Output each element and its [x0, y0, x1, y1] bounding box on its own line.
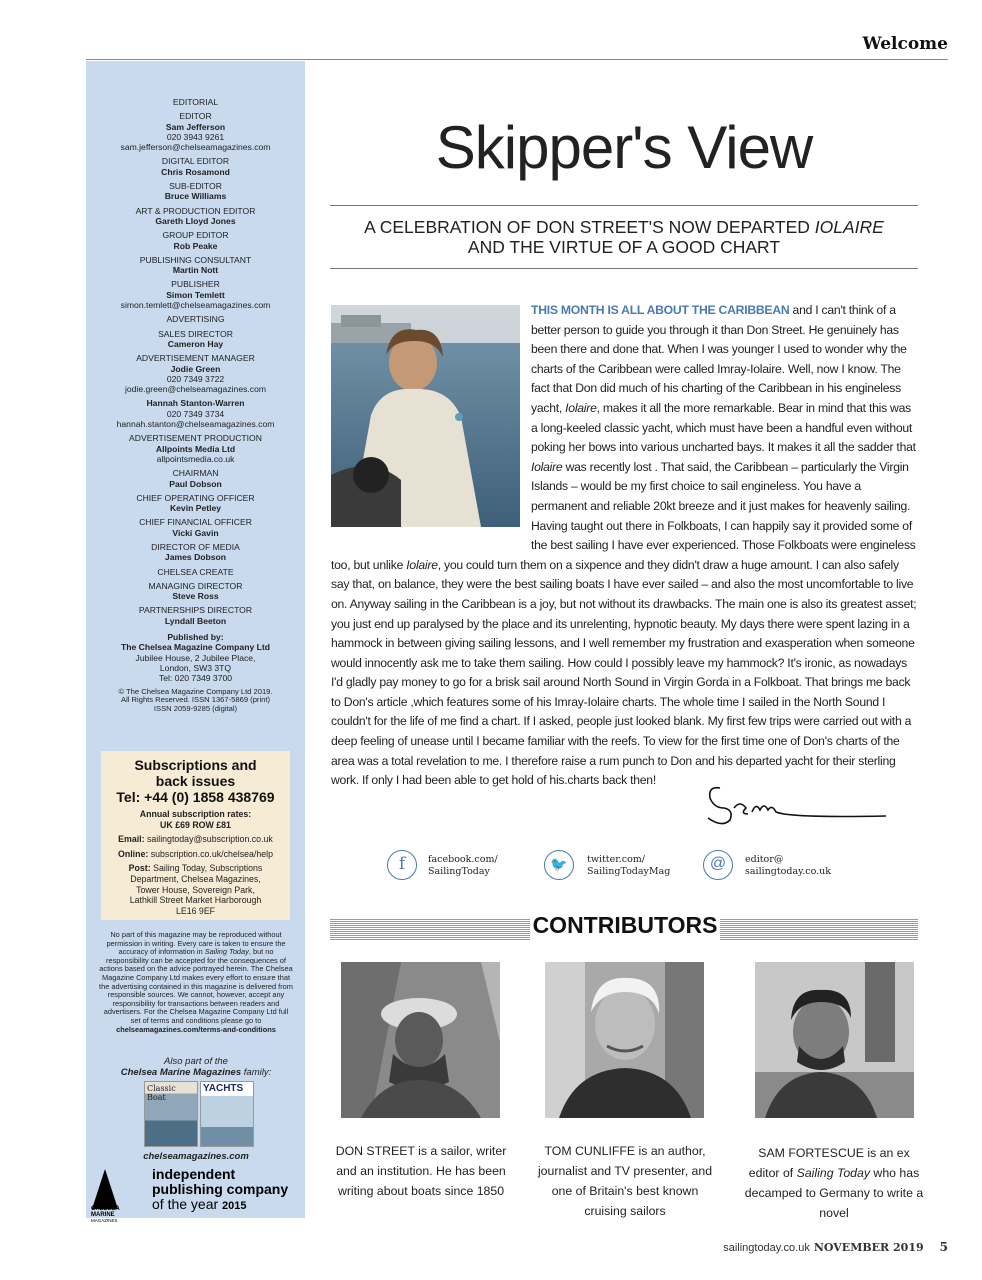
- masthead-role: ART & PRODUCTION EDITOR: [135, 205, 256, 216]
- masthead-name: Sam Jefferson: [165, 121, 226, 132]
- publisher-address-line: London, SW3 3TQ: [159, 662, 232, 673]
- masthead-name: James Dobson: [164, 552, 227, 563]
- masthead: [86, 97, 305, 713]
- masthead-role: PARTNERSHIPS DIRECTOR: [138, 605, 253, 616]
- masthead-role: CHELSEA CREATE: [157, 566, 234, 577]
- masthead-entry: [86, 353, 305, 394]
- masthead-entry: [86, 329, 305, 350]
- masthead-contact: allpointsmedia.co.uk: [156, 453, 235, 464]
- masthead-name: Rob Peake: [173, 240, 218, 251]
- masthead-name: Lyndall Beeton: [164, 615, 227, 626]
- article-body: THIS MONTH IS ALL ABOUT THE CARIBBEAN and I can't think of a better person to guide you through it than Don Street. He genuinely has been there and done that. When I was younger I used to wonder why the charts of the Caribbean were called Imray-Iolaire. Well, now I know. The fact that Don did much of his charting of the Caribbean in his engineless yacht, Iolaire, makes it all the more remarkable. Bear in mind that this was a long-keeled classic yacht, which must have been a handful even without poking her bows into various uncharted bays. It makes it all the sadder that Iolaire was recently lost . That said, the Caribbean – particularly the Virgin Islands – would be my first choice to sail engineless. You have a permanent and reliable 20kt breeze and it just makes for heavenly sailing. Having taught out there in Folkboats, I can happily say it provided some of the best sailing I have ever experienced. Those Folkboats were engineless too, but unlike Iolaire, you could turn them on a sixpence and they didn't draw a huge amount. I can also safely say that, on balance, they were the best sailing boats I have ever sailed – and also the most uncomfortable to live on. Anyway sailing in the Caribbean is a joy, but not without its drawbacks. The main one is also its greatest asset; you just end up paralysed by the place and its unrelenting, hypnotic beauty. My days there were spent lazing in a hammock in between giving sailing lessons, and I well remember my frustration and exasperation when someone would innocently ask me to take them sailing. How could I possibly leave my hammock? It's ironic, as nowadays I'd gladly pay money to go for a brisk sail around North Sound in Virgin Gorda in a Folkboat. That brings me back to Don's article ,which features some of his Imray-Iolaire charts. The whole time I sailed in the North Sound I couldn't for the life of me find a chart. If I asked, people just looked blank. My first few trips were carried out with a deep feeling of unease until I became familiar with the reefs. To view for the first time one of Don's charts of the area was a total revelation to me. I therefore raise a rum punch to Don and his departed yacht for their sterling work. If only I had been able to get hold of his.charts back then!: [331, 303, 917, 788]
- subscription-rates: Annual subscription rates: UK £69 ROW £81: [139, 809, 252, 830]
- masthead-name: Allpoints Media Ltd: [155, 443, 236, 454]
- contributor-photo-don-street: [341, 962, 500, 1118]
- masthead-name: Martin Nott: [172, 265, 219, 276]
- masthead-entry: [86, 181, 305, 202]
- email-link[interactable]: editor@ sailingtoday.co.uk: [745, 854, 832, 877]
- issue-date: NOVEMBER 2019: [813, 1241, 924, 1254]
- contributors-heading: CONTRIBUTORS: [530, 912, 720, 939]
- contributor-photo-sam-fortescue: [755, 962, 914, 1118]
- masthead-entry: [86, 567, 305, 577]
- subtitle-rule-bottom: [330, 268, 918, 269]
- masthead-name: Jodie Green: [170, 363, 221, 374]
- masthead-entry: [86, 279, 305, 310]
- facebook-icon[interactable]: f: [387, 850, 417, 880]
- chelsea-marine-logo-icon: [92, 1169, 118, 1209]
- publisher-address-line: Jubilee House, 2 Jubilee Place,: [135, 652, 256, 663]
- page-title: Skipper's View: [435, 114, 813, 181]
- subscriptions-title: Subscriptions and back issues: [134, 757, 257, 789]
- masthead-entry: [86, 398, 305, 429]
- sidebar: [86, 61, 305, 1223]
- copyright-line: ISSN 2059-9285 (digital): [153, 703, 238, 713]
- terms-link[interactable]: chelseamagazines.com/terms-and-conditions: [116, 1024, 276, 1034]
- masthead-role: PUBLISHER: [171, 279, 220, 290]
- page-number: 5: [939, 1240, 948, 1254]
- masthead-role: PUBLISHING CONSULTANT: [139, 254, 252, 265]
- masthead-role: ADVERTISING: [166, 314, 225, 325]
- contributor-photo-tom-cunliffe: [545, 962, 704, 1118]
- masthead-name: Kevin Petley: [169, 503, 222, 514]
- masthead-name: Gareth Lloyd Jones: [155, 215, 236, 226]
- masthead-role: ADVERTISEMENT PRODUCTION: [129, 433, 262, 444]
- masthead-name: Chris Rosamond: [161, 166, 230, 177]
- masthead-entry: [86, 517, 305, 538]
- masthead-role: EDITORIAL: [172, 97, 219, 107]
- masthead-role: DIGITAL EDITOR: [161, 156, 230, 167]
- contributors-band-right: [720, 918, 918, 940]
- masthead-role: EDITOR: [179, 111, 212, 122]
- subtitle-rule-top: [330, 205, 918, 206]
- masthead-entry: [86, 314, 305, 324]
- email-icon[interactable]: @: [703, 850, 733, 880]
- subscription-post: Post: Sailing Today, Subscriptions Department, Chelsea Magazines, Tower House, Sovereign Park, Lathkill Street Market Harborough LE16 9EF: [128, 863, 263, 916]
- subscriptions-box: [101, 751, 290, 920]
- masthead-name: Hannah Stanton-Warren: [146, 398, 245, 409]
- masthead-contact: 020 7349 3722: [166, 373, 225, 384]
- masthead-entry: [86, 230, 305, 251]
- header-rule: [86, 59, 948, 60]
- masthead-role: SALES DIRECTOR: [158, 328, 233, 339]
- award-badge: independent publishing company of the year 2015: [152, 1166, 289, 1212]
- masthead-contact: 020 7349 3734: [166, 408, 225, 419]
- masthead-name: Steve Ross: [172, 591, 219, 602]
- magazine-family-label: Also part of the Chelsea Marine Magazines family:: [120, 1056, 272, 1078]
- twitter-icon[interactable]: 🐦: [544, 850, 574, 880]
- masthead-role: SUB-EDITOR: [169, 181, 222, 192]
- masthead-contact[interactable]: simon.temlett@chelseamagazines.com: [120, 300, 271, 311]
- contributor-bio-tom-cunliffe: TOM CUNLIFFE is an author, journalist and TV presenter, and one of Britain's best known cruising sailors: [537, 1144, 713, 1218]
- contributors-band-left: [330, 918, 530, 940]
- masthead-entry: [86, 605, 305, 626]
- skipper-photo: [331, 305, 520, 527]
- publisher-company: The Chelsea Magazine Company Ltd: [121, 642, 270, 653]
- legal-disclaimer: No part of this magazine may be reproduced without permission in writing. Every care is taken to ensure the accuracy of information in Sailing Today, but no responsibility can be accepted for the consequences of actions based on the advice portrayed herein. The Chelsea Magazine Company Ltd makes every effort to ensure that the advertising contained in this magazine is delivered from responsible sources. We cannot, however, accept any responsibility for transactions between readers and advertisers. For the Chelsea Magazine Company Ltd full set of terms and conditions please go to chelseamagazines.com/terms-and-conditions: [99, 930, 293, 1034]
- masthead-entry: [86, 156, 305, 177]
- masthead-role: CHIEF OPERATING OFFICER: [136, 492, 255, 503]
- masthead-role: DIRECTOR OF MEDIA: [151, 541, 240, 552]
- masthead-entry: [86, 493, 305, 514]
- publisher-label: Published by:: [167, 632, 224, 643]
- twitter-link[interactable]: twitter.com/ SailingTodayMag: [587, 854, 671, 877]
- masthead-entry: [86, 468, 305, 489]
- masthead-contact[interactable]: sam.jefferson@chelseamagazines.com: [120, 142, 271, 153]
- yachts-yachting-cover[interactable]: YACHTS: [200, 1081, 254, 1147]
- masthead-role: CHAIRMAN: [172, 468, 219, 479]
- classic-boat-cover[interactable]: Classic Boat: [144, 1081, 198, 1147]
- masthead-name: Paul Dobson: [169, 478, 222, 489]
- copyright-line: All Rights Reserved. ISSN 1367-5869 (print): [121, 695, 270, 705]
- masthead-entry: [86, 111, 305, 152]
- masthead-role: MANAGING DIRECTOR: [148, 580, 243, 591]
- subscription-online[interactable]: Online: subscription.co.uk/chelsea/help: [117, 848, 274, 859]
- publisher-info: [86, 632, 305, 713]
- masthead-entry: [86, 97, 305, 107]
- masthead-entry: [86, 433, 305, 464]
- section-label: Welcome: [862, 34, 948, 54]
- contributor-bio-don-street: DON STREET is a sailor, writer and an institution. He has been writing about boats since 1850: [335, 1144, 507, 1198]
- masthead-name: Simon Temlett: [166, 289, 225, 300]
- contributor-bio-sam-fortescue: SAM FORTESCUE is an ex editor of Sailing Today who has decamped to Germany to write a novel: [744, 1146, 924, 1220]
- facebook-link[interactable]: facebook.com/ SailingToday: [428, 854, 498, 877]
- copyright-notice: [86, 688, 305, 714]
- publisher-address-line: Tel: 020 7349 3700: [158, 673, 233, 684]
- article-lead: THIS MONTH IS ALL ABOUT THE CARIBBEAN: [531, 303, 790, 317]
- masthead-entry: [86, 255, 305, 276]
- page-footer: [723, 1240, 948, 1254]
- masthead-entry: [86, 206, 305, 227]
- masthead-role: GROUP EDITOR: [162, 230, 229, 241]
- masthead-entry: [86, 542, 305, 563]
- masthead-contact[interactable]: jodie.green@chelseamagazines.com: [124, 384, 267, 395]
- masthead-name: Bruce Williams: [164, 191, 227, 202]
- chelsea-marine-logo-text: CHELSEA MARINE MAGAZINES: [91, 1206, 120, 1223]
- subscriptions-phone[interactable]: Tel: +44 (0) 1858 438769: [116, 789, 275, 805]
- copyright-line: © The Chelsea Magazine Company Ltd 2019.: [118, 686, 273, 696]
- masthead-name: Vicki Gavin: [172, 527, 219, 538]
- masthead-role: CHIEF FINANCIAL OFFICER: [139, 517, 252, 528]
- page-subtitle: A CELEBRATION OF DON STREET'S NOW DEPARTED IOLAIRE AND THE VIRTUE OF A GOOD CHART: [364, 217, 884, 257]
- footer-url[interactable]: sailingtoday.co.uk: [723, 1242, 810, 1254]
- chelsea-site-link[interactable]: chelseamagazines.com: [143, 1151, 249, 1162]
- masthead-entry: [86, 581, 305, 602]
- masthead-contact[interactable]: hannah.stanton@chelseamagazines.com: [116, 419, 275, 430]
- masthead-name: Cameron Hay: [167, 338, 224, 349]
- editor-signature: [700, 778, 890, 828]
- masthead-contact: 020 3943 9261: [166, 131, 225, 142]
- masthead-role: ADVERTISEMENT MANAGER: [136, 353, 255, 364]
- subscription-email[interactable]: Email: sailingtoday@subscription.co.uk: [118, 834, 273, 845]
